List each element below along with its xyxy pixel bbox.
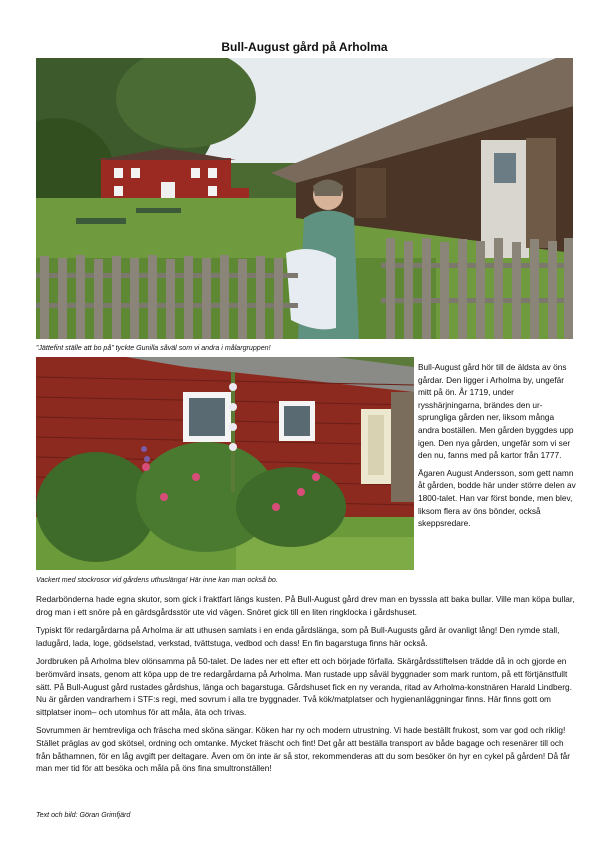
body-paragraph: Typiskt för redargårdarna på Arholma är att uthusen samlats i en enda gårdslänga, som på Bull-Augusts gård är ovanligt lång! Den rymde stall, ladugård, lada, loge, gödselstad, verkstad, tvättstuga, vedbod och dass! En fin bagarstuga finns här också. xyxy=(36,625,560,648)
red-cottage-hollyhocks-photo-icon xyxy=(36,357,414,570)
top-photo xyxy=(36,58,573,339)
body-paragraph: Sovrummen är hemtrevliga och fräscha med sköna sängar. Köken har ny och modern utrustning. Vi hade beställt frukost, som var god och riklig! Stället präglas av god skötsel, ordning och omtanke. Mycket fräscht och fint! Det går att beställa transport av både bagage och resenärer till och från båthamnen, för en låg avgift per deltagare. Även om ön inte är så stor, rekommenderas att du som besöker ön hyr en cykel på gården! Då får man mer tid för att besöka och måla på öns fina smultronställen! xyxy=(36,725,571,774)
side-paragraph: Ägaren August Andersson, som gett namn åt gården, bodde här under större delen av 1800-talet. Han var först bonde, men blev, liksom flera av öns bönder, också skeppsredare. xyxy=(418,467,576,529)
side-column xyxy=(418,361,576,535)
top-photo-caption: ”Jättefint ställe att bo på” tyckte Gunilla såväl som vi andra i målargruppen! xyxy=(36,344,271,352)
side-paragraph: Bull-August gård hör till de äldsta av öns gårdar. Den ligger i Arholma by, ungefär mitt på ön. År 1719, under rysshärjningarna, brändes den ur-sprungliga gården ner, liksom många andra boställen. Men gården byggdes upp igen. Den nya gården, ungefär som vi ser den nu, fanns med på kartor från 1777. xyxy=(418,362,574,461)
author-credit: Text och bild: Göran Grimfjärd xyxy=(36,811,131,819)
page-title: Bull-August gård på Arholma xyxy=(221,40,388,54)
body-paragraph: Jordbruken på Arholma blev olönsamma på 50-talet. De lades ner ett efter ett och började förfalla. Skärgårdsstiftelsen trädde då in och gjorde en berömvärd insats, genom att köpa upp de tre redargårdarna på Arholma. Man rustade upp såväl byggnader som mark runtom, på ett förtjänstfullt sätt. På Bull-August gård rustades gårdshus, länga och bagarstuga. Gårdshuset fick en ny veranda, ritad av Arholma-konstnären Harald Lindberg. Nu är gården vandrarhem i STF:s regi, med sovrum i alla tre byggnader. Två kök/matplatser och hygienanläggningar finns. Här finns gott om sittplatser inom– och utomhus för att måla, äta och trivas. xyxy=(36,656,572,717)
body-paragraph: Redarbönderna hade egna skutor, som gick i fraktfart längs kusten. På Bull-August gård drev man en bysssla att baka bullar. Ville man köpa bullar, drog man i ett snöre på en gärdsgårdsstör ute vid vägen. Snöret gick till en liten ringklocka i gårdshuset. xyxy=(36,594,575,617)
body-text xyxy=(36,593,576,781)
farmhouse-yard-photo-icon xyxy=(36,58,573,339)
bottom-photo xyxy=(36,357,414,570)
bottom-photo-caption: Vackert med stockrosor vid gårdens uthuslänga! Här inne kan man också bo. xyxy=(36,576,278,584)
